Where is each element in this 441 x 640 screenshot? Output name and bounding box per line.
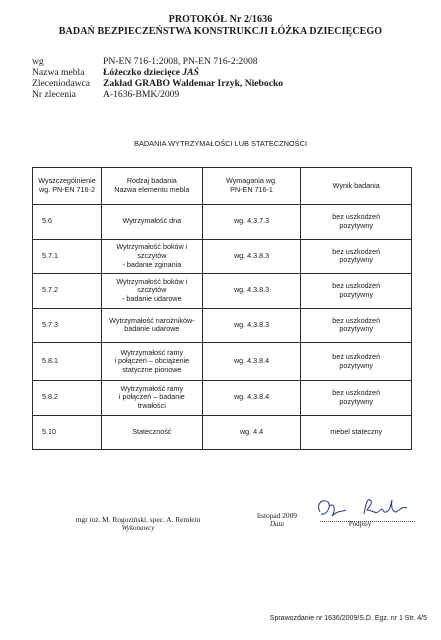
result-line: pozytywny (339, 324, 373, 334)
meta-row-order (32, 89, 283, 100)
table-row (33, 274, 412, 309)
result-line: bez uszkodzeń (332, 212, 381, 222)
performers-block (52, 515, 224, 533)
header-requirement (202, 168, 301, 205)
result-line: pozytywny (339, 220, 373, 230)
result-line: bez uszkodzeń (332, 351, 381, 361)
meta-label: wg (32, 56, 44, 67)
requirement-cell: wg. 4.4 (202, 415, 301, 450)
page-footer: Sprawozdanie nr 1636/2009/S.D. Egz. nr 1 Str. 4/5 (269, 615, 427, 622)
section-title: BADANIA WYTRZYMAŁOŚCI LUB STATECZNOŚCI (133, 139, 308, 148)
result-cell (301, 415, 412, 450)
test-line: Wytrzymałość ramy (120, 383, 184, 393)
meta-value: A-1636-BMK/2009 (103, 89, 180, 100)
signature-1 (319, 501, 346, 516)
result-line: pozytywny (339, 255, 373, 265)
meta-row-furniture (32, 67, 283, 78)
test-cell (101, 415, 202, 450)
result-cell (301, 381, 412, 416)
meta-value: Zakład GRABO Waldemar Irzyk, Niebocko (103, 78, 284, 89)
meta-row-client (32, 78, 283, 89)
result-line: bez uszkodzeń (332, 281, 381, 291)
clause-cell: 5.8.1 (33, 343, 102, 381)
result-cell (301, 239, 412, 274)
result-cell (301, 274, 412, 309)
signature-role: Podpisy (348, 520, 372, 528)
requirement-cell: wg. 4.3.8.3 (202, 274, 301, 309)
result-line: bez uszkodzeń (332, 388, 381, 398)
table-row (33, 343, 412, 381)
table-row (33, 308, 412, 343)
clause-cell: 5.10 (33, 415, 102, 450)
date-block (252, 511, 302, 529)
table-header-row (33, 168, 412, 205)
requirement-cell: wg. 4.3.8.3 (202, 239, 301, 274)
test-line: Wytrzymałość boków i szczytów (116, 276, 188, 295)
report-title-line2: BADAŃ BEZPIECZEŃSTWA KONSTRUKCJI ŁÓŻKA DZIECIĘCEGO (58, 26, 383, 37)
result-line: pozytywny (339, 289, 373, 299)
test-line: statyczne pionowe (122, 364, 182, 374)
test-cell (101, 343, 202, 381)
meta-value (103, 67, 199, 78)
clause-cell: 5.7.3 (33, 308, 102, 343)
test-cell (101, 308, 202, 343)
test-line: Wytrzymałość boków i szczytów (116, 242, 188, 260)
clause-cell: 5.6 (33, 205, 102, 240)
test-line: Wytrzymałość dna (122, 216, 182, 226)
header-line: Wyszczególnienie (38, 176, 96, 186)
requirement-cell: wg. 4.3.8.3 (202, 308, 301, 343)
header-line: wg. PN-EN 716-2 (39, 185, 95, 194)
header-line: Nazwa elementu mebla (114, 185, 190, 194)
header-line: Wymagania wg. (225, 176, 278, 186)
meta-label: Nr zlecenia (32, 89, 76, 100)
header-line: PN-EN 716-1 (230, 185, 273, 194)
tests-table (32, 167, 412, 450)
result-cell (301, 343, 412, 381)
clause-cell: 5.7.1 (33, 239, 102, 274)
result-cell (301, 308, 412, 343)
signature-2 (364, 500, 407, 514)
result-line: pozytywny (339, 360, 373, 370)
header-line: Rodzaj badania (126, 176, 177, 186)
meta-label: Zleceniodawca (32, 78, 91, 89)
table-row (33, 239, 412, 274)
performers-names: mgr inż. M. Rogoziński, spec. A. Remlein (75, 515, 201, 524)
test-line: badanie udarowe (124, 324, 180, 334)
test-line: i połączeń – badanie trwałości (118, 392, 185, 411)
test-cell (101, 239, 202, 274)
result-line: pozytywny (339, 396, 373, 406)
table-row (33, 205, 412, 240)
table-row (33, 415, 412, 450)
header-line: Wynik badania (332, 180, 380, 190)
meta-label: Nazwa mebla (32, 67, 85, 78)
result-line: mebel stateczny (330, 426, 383, 436)
result-line: bez uszkodzeń (332, 246, 381, 256)
test-line: i połączeń – obciążenie (114, 356, 190, 366)
meta-value: PN-EN 716-1:2008, PN-EN 716-2:2008 (103, 56, 258, 67)
result-line: bez uszkodzeń (332, 315, 381, 325)
header-test (101, 168, 202, 205)
test-line: Wytrzymałość ramy (120, 347, 184, 357)
meta-value-prefix: Łóżeczko dziecięce (103, 67, 183, 78)
table-row (33, 381, 412, 416)
test-line: Wytrzymałość narożników- (109, 315, 195, 325)
performers-role: Wykonawcy (121, 524, 155, 532)
requirement-cell: wg. 4.3.8.4 (202, 343, 301, 381)
test-cell (101, 274, 202, 309)
test-line: Stateczność (132, 426, 172, 436)
header-result (301, 168, 412, 205)
result-cell (301, 205, 412, 240)
report-title (0, 14, 441, 38)
date-role: Data (270, 520, 284, 528)
meta-block (32, 56, 283, 100)
report-title-line1: PROTOKÓŁ Nr 2/1636 (168, 14, 273, 25)
test-line: - badanie zginania (122, 259, 182, 269)
meta-value-italic: JAŚ (182, 67, 199, 78)
test-cell (101, 381, 202, 416)
clause-cell: 5.8.2 (33, 381, 102, 416)
requirement-cell: wg. 4.3.7.3 (202, 205, 301, 240)
test-cell (101, 205, 202, 240)
header-clause (33, 168, 102, 205)
clause-cell: 5.7.2 (33, 274, 102, 309)
meta-row-standard (32, 56, 283, 67)
date-value: listopad 2009 (256, 511, 298, 520)
requirement-cell: wg. 4.3.8.4 (202, 381, 301, 416)
test-line: - badanie udarowe (122, 294, 182, 304)
